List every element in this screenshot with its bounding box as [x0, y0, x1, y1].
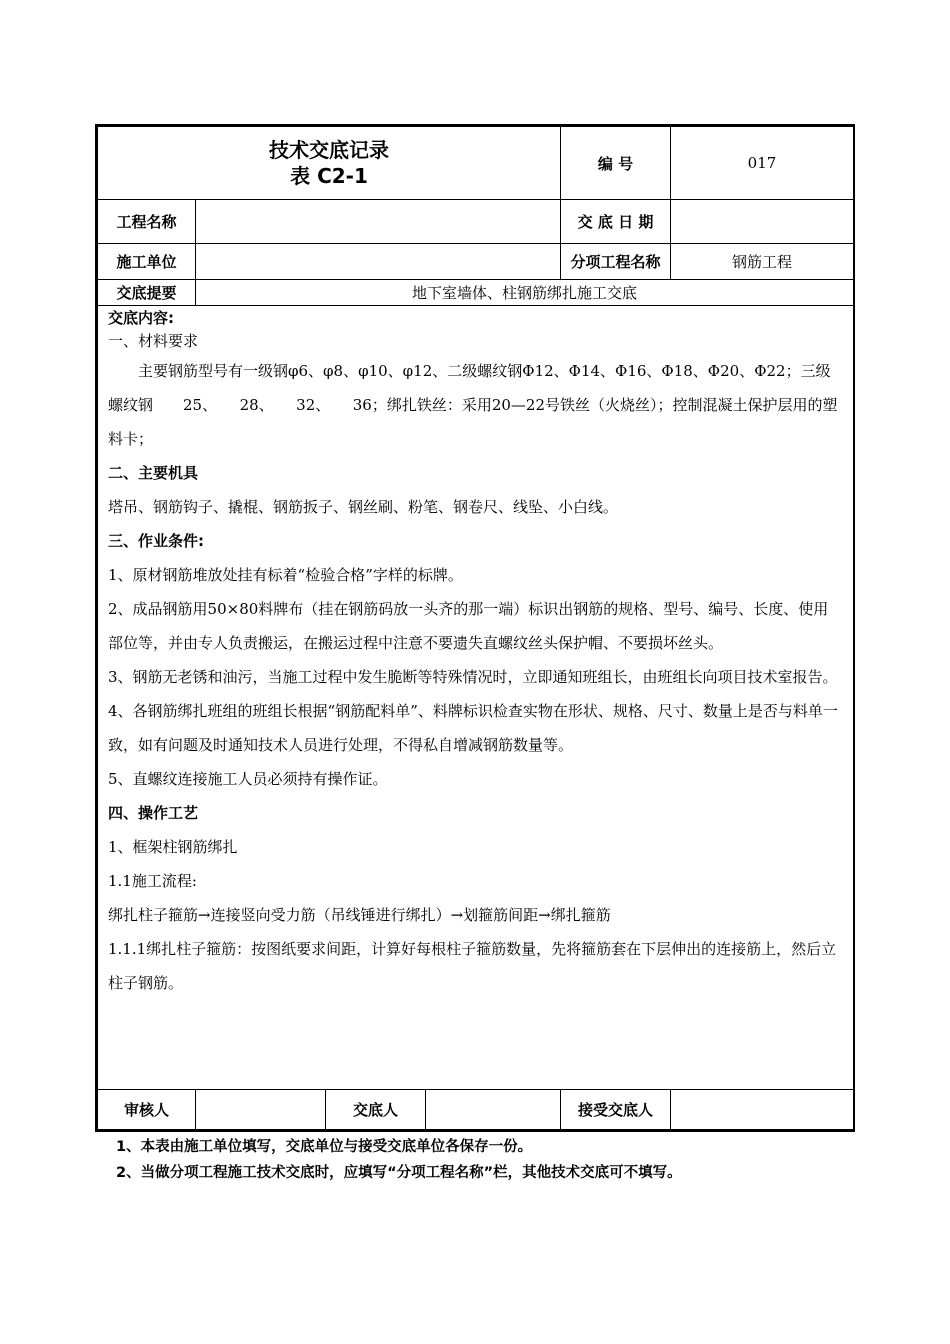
briefing-date-label: 交 底 日 期	[561, 200, 671, 244]
note-item: 2、当做分项工程施工技术交底时，应填写“分项工程名称”栏，其他技术交底可不填写。	[116, 1165, 682, 1181]
subproject-name-label: 分项工程名称	[561, 244, 671, 280]
construction-unit-value[interactable]	[196, 244, 561, 280]
reviewer-label: 审核人	[98, 1090, 196, 1130]
section-materials-text: 主要钢筋型号有一级钢φ6、φ8、φ10、φ12、二级螺纹钢Φ12、Φ14、Φ16、Φ18、Φ20、Φ22；三级螺纹钢 25、 28、 32、 36；绑扎铁丝：采用20—22号铁丝（火烧丝）；控制混凝土保护层用的塑料卡；	[108, 362, 838, 448]
project-name-label: 工程名称	[98, 200, 196, 244]
process-item: 绑扎柱子箍筋→连接竖向受力筋（吊线锤进行绑扎）→划箍筋间距→绑扎箍筋	[108, 906, 611, 924]
condition-item: 4、各钢筋绑扎班组的班组长根据“钢筋配料单”、料牌标识检查实物在形状、规格、尺寸、数量上是否与料单一致，如有问题及时通知技术人员进行处理，不得私自增减钢筋数量等。	[108, 702, 838, 754]
condition-item: 1、原材钢筋堆放处挂有标着“检验合格”字样的标牌。	[108, 566, 463, 584]
condition-item: 3、钢筋无老锈和油污，当施工过程中发生脆断等特殊情况时，立即通知班组长，由班组长向项目技术室报告。	[108, 668, 838, 686]
content-label: 交底内容:	[108, 309, 174, 327]
process-item: 1.1.1绑扎柱子箍筋：按图纸要求间距，计算好每根柱子箍筋数量，先将箍筋套在下层伸出的连接筋上，然后立柱子钢筋。	[108, 940, 837, 992]
process-item: 1、框架柱钢筋绑扎	[108, 838, 238, 856]
form-number: 表 C2-1	[290, 164, 368, 188]
section-process-title: 四、操作工艺	[108, 804, 199, 822]
form-title: 技术交底记录	[269, 138, 389, 162]
reviewer-value[interactable]	[196, 1090, 326, 1130]
briefing-date-value[interactable]	[671, 200, 854, 244]
condition-item: 2、成品钢筋用50×80料牌布（挂在钢筋码放一头齐的那一端）标识出钢筋的规格、型号、编号、长度、使用部位等，并由专人负责搬运，在搬运过程中注意不要遗失直螺纹丝头保护帽、不要损坏丝头。	[108, 600, 829, 652]
summary-label: 交底提要	[98, 280, 196, 306]
briefing-content	[98, 306, 854, 1090]
technical-briefing-form	[95, 124, 855, 1132]
code-label: 编 号	[561, 127, 671, 200]
process-item: 1.1施工流程:	[108, 872, 197, 890]
receiver-value[interactable]	[671, 1090, 854, 1130]
construction-unit-label: 施工单位	[98, 244, 196, 280]
section-tools-title: 二、主要机具	[108, 464, 199, 482]
note-item: 1、本表由施工单位填写，交底单位与接受交底单位各保存一份。	[116, 1139, 533, 1155]
receiver-label: 接受交底人	[561, 1090, 671, 1130]
presenter-label: 交底人	[326, 1090, 426, 1130]
form-table	[97, 126, 854, 1130]
section-conditions-title: 三、作业条件:	[108, 532, 204, 550]
form-notes	[116, 1134, 682, 1186]
presenter-value[interactable]	[426, 1090, 561, 1130]
code-value[interactable]: 017	[671, 127, 854, 200]
project-name-value[interactable]	[196, 200, 561, 244]
subproject-name-value[interactable]: 钢筋工程	[671, 244, 854, 280]
form-title-cell	[98, 127, 561, 200]
condition-item: 5、直螺纹连接施工人员必须持有操作证。	[108, 770, 388, 788]
section-tools-text: 塔吊、钢筋钩子、撬棍、钢筋扳子、钢丝刷、粉笔、钢卷尺、线坠、小白线。	[108, 498, 619, 516]
summary-value[interactable]: 地下室墙体、柱钢筋绑扎施工交底	[196, 280, 854, 306]
section-materials-title: 一、材料要求	[108, 332, 199, 350]
